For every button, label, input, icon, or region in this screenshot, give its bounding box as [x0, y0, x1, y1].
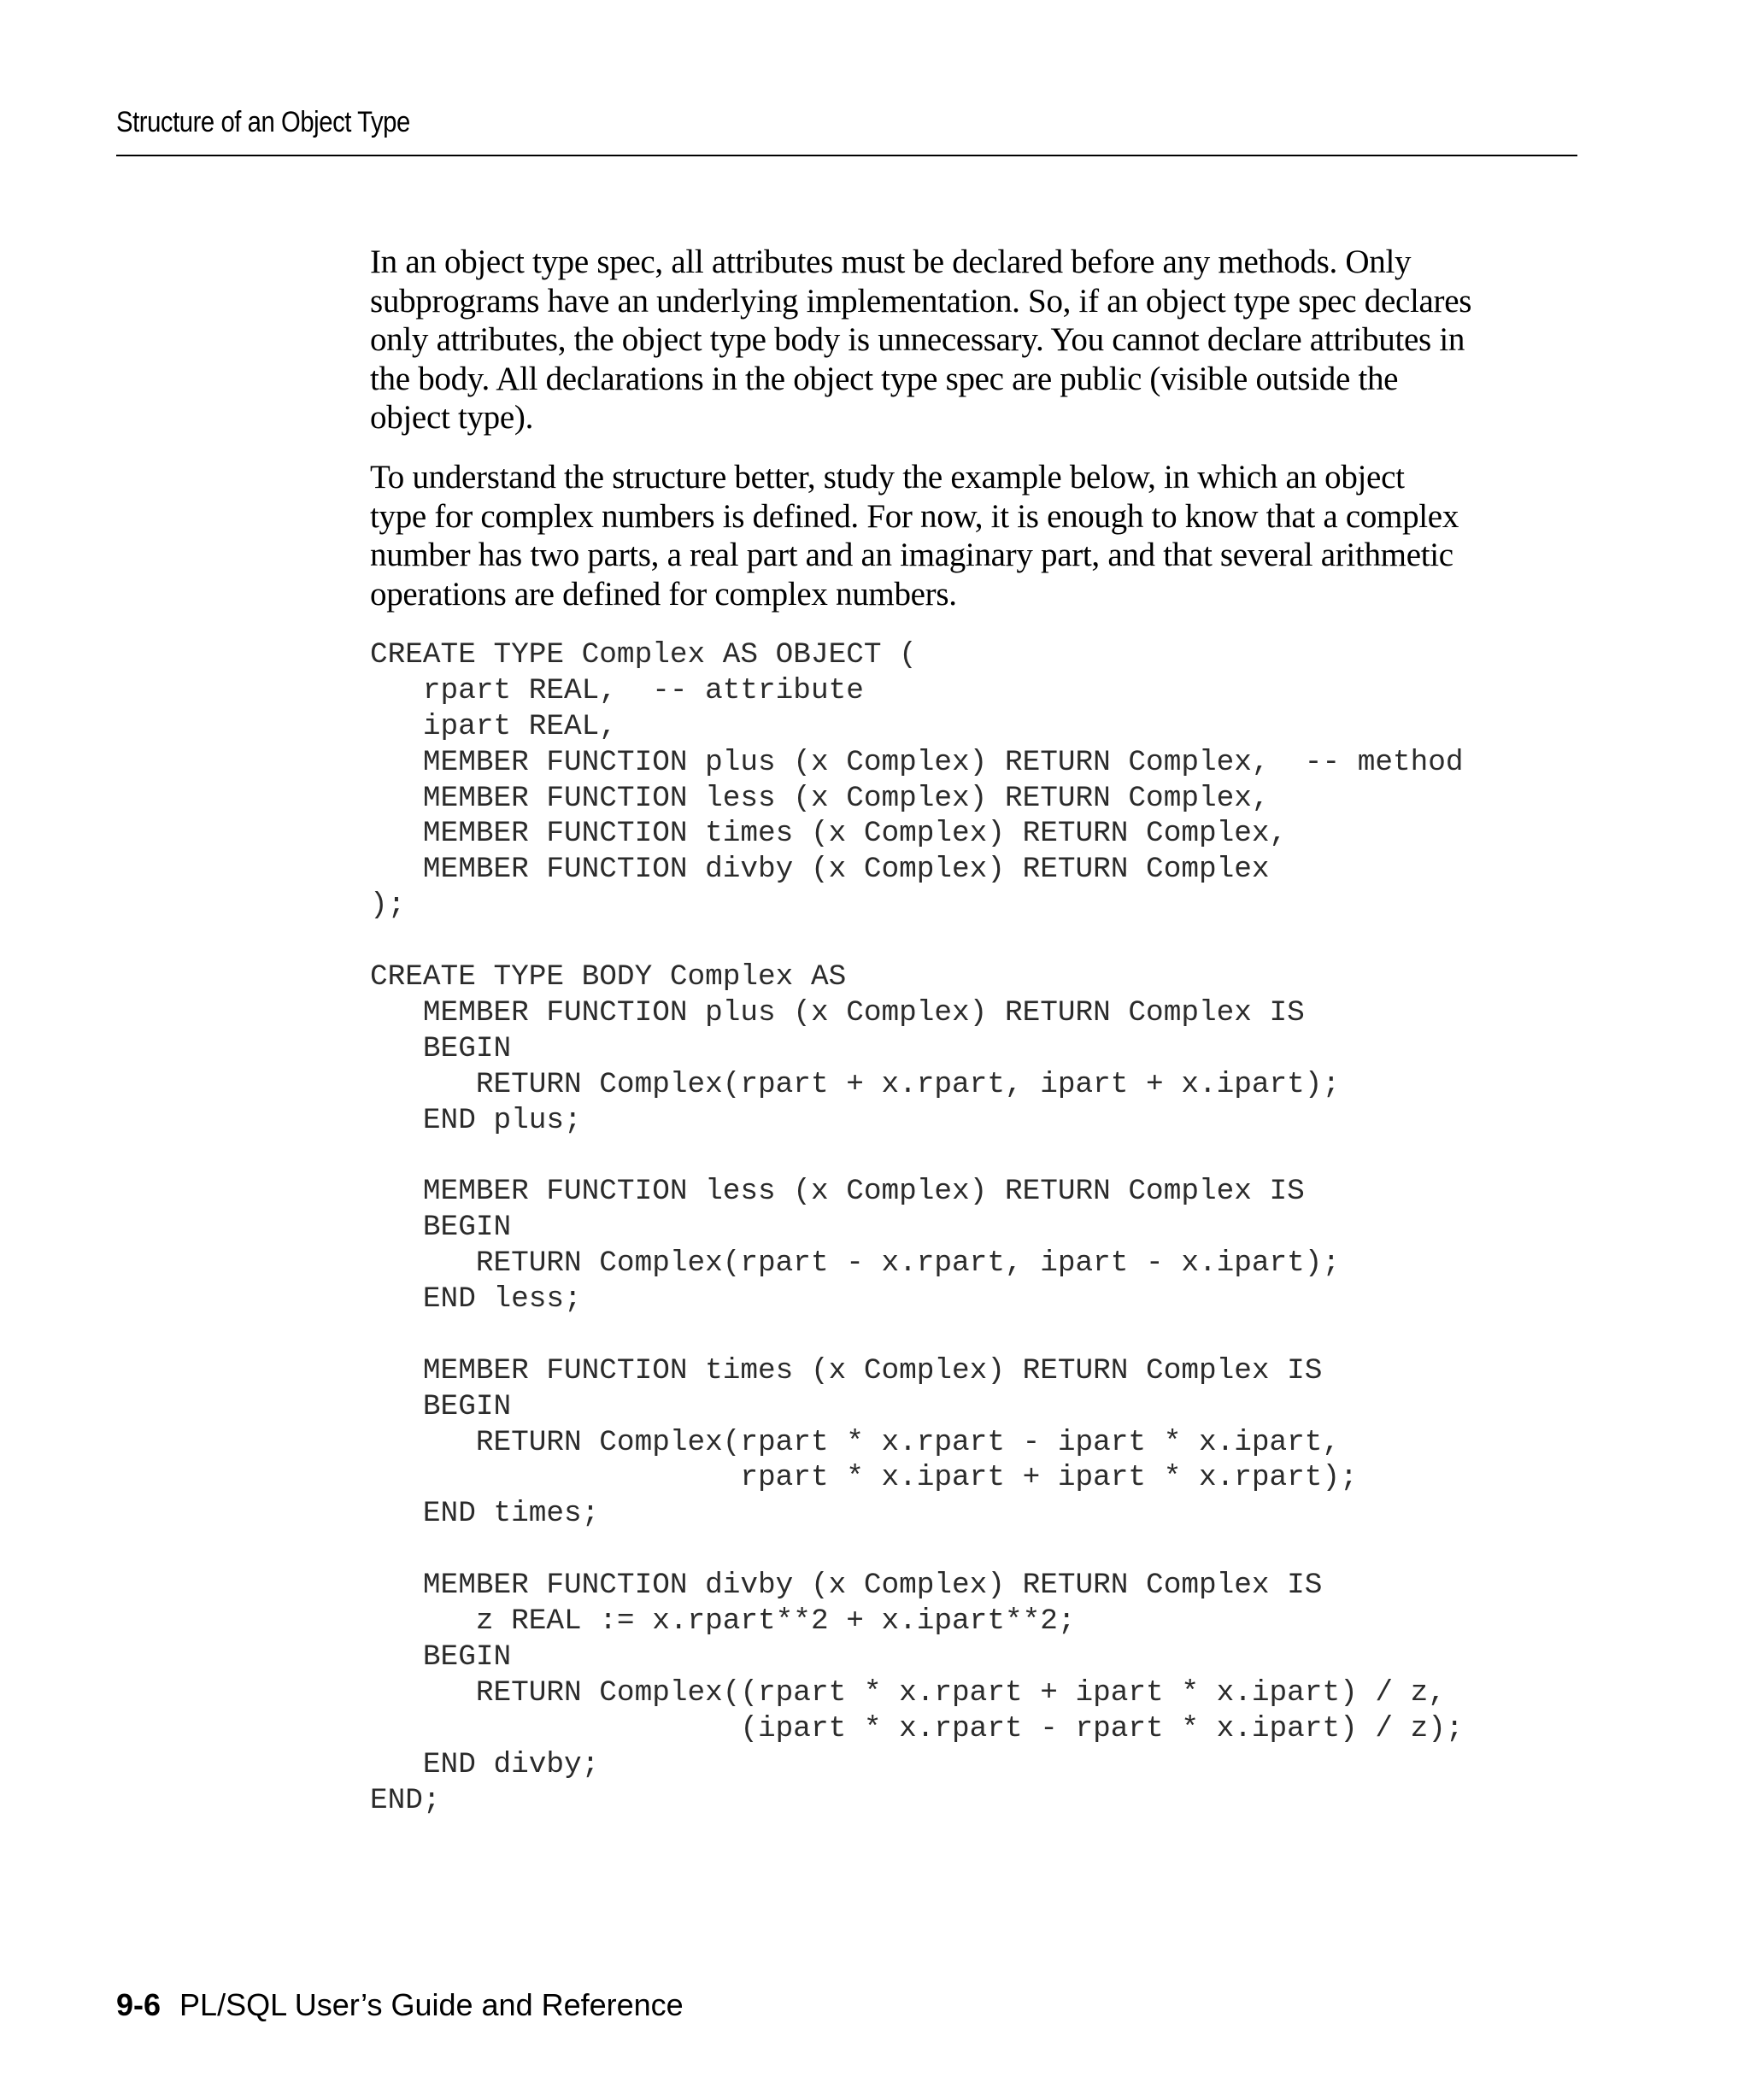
code-line: CREATE TYPE Complex AS OBJECT ( [370, 638, 917, 672]
code-line: RETURN Complex(rpart - x.rpart, ipart - x.ipart); [370, 1247, 1341, 1281]
code-line: BEGIN [370, 1640, 512, 1674]
code-line [370, 1317, 1464, 1353]
code-line: END plus; [370, 1103, 582, 1137]
code-line: RETURN Complex(rpart + x.rpart, ipart + x.ipart); [370, 1067, 1341, 1101]
code-example [370, 637, 1464, 1818]
code-line: CREATE TYPE BODY Complex AS [370, 960, 847, 994]
code-line: MEMBER FUNCTION plus (x Complex) RETURN Complex IS [370, 995, 1305, 1029]
paragraph-line: In an object type spec, all attributes must be declared before any methods. Only [370, 243, 1412, 280]
code-line: ipart REAL, [370, 709, 617, 743]
running-header: Structure of an Object Type [116, 106, 410, 138]
code-line: END divby; [370, 1747, 600, 1781]
paragraph-attributes [370, 243, 1583, 437]
paragraph-line: number has two parts, a real part and an imaginary part, and that several arithmetic [370, 537, 1453, 573]
code-line [370, 1138, 1464, 1174]
header-rule [116, 155, 1577, 156]
page-number: 9-6 [116, 1987, 161, 2022]
code-line: rpart REAL, -- attribute [370, 673, 864, 707]
page-footer [116, 1987, 684, 2023]
code-line: END times; [370, 1497, 600, 1531]
paragraph-line: subprograms have an underlying implementation. So, if an object type spec declares [370, 282, 1472, 320]
code-line: MEMBER FUNCTION plus (x Complex) RETURN Complex, -- method [370, 745, 1464, 779]
code-line: (ipart * x.rpart - rpart * x.ipart) / z); [370, 1711, 1464, 1745]
code-line: MEMBER FUNCTION times (x Complex) RETURN Complex IS [370, 1353, 1323, 1387]
paragraph-line: the body. All declarations in the object type spec are public (visible outside the [370, 360, 1399, 397]
code-line: MEMBER FUNCTION divby (x Complex) RETURN Complex IS [370, 1569, 1323, 1603]
code-line: z REAL := x.rpart**2 + x.ipart**2; [370, 1604, 1076, 1639]
code-line: BEGIN [370, 1211, 512, 1245]
code-line: MEMBER FUNCTION less (x Complex) RETURN Complex, [370, 781, 1270, 815]
code-line: END; [370, 1783, 441, 1817]
code-line: BEGIN [370, 1389, 512, 1423]
code-line: rpart * x.ipart + ipart * x.rpart); [370, 1461, 1358, 1495]
paragraph-example-intro [370, 458, 1583, 613]
paragraph-line: operations are defined for complex numbers. [370, 575, 957, 613]
code-line: ); [370, 889, 406, 923]
paragraph-line: object type). [370, 399, 534, 436]
paragraph-line: To understand the structure better, study the example below, in which an object [370, 459, 1405, 496]
code-line: RETURN Complex(rpart * x.rpart - ipart * x.ipart, [370, 1425, 1341, 1459]
code-line: RETURN Complex((rpart * x.rpart + ipart * x.ipart) / z, [370, 1675, 1446, 1710]
paragraph-line: type for complex numbers is defined. For now, it is enough to know that a complex [370, 497, 1459, 535]
code-line: BEGIN [370, 1031, 512, 1065]
code-line [370, 924, 1464, 959]
code-line: MEMBER FUNCTION divby (x Complex) RETURN Complex [370, 853, 1270, 887]
code-line: MEMBER FUNCTION times (x Complex) RETURN Complex, [370, 817, 1288, 851]
code-line: END less; [370, 1282, 582, 1317]
code-line: MEMBER FUNCTION less (x Complex) RETURN Complex IS [370, 1175, 1305, 1209]
book-title: PL/SQL User’s Guide and Reference [179, 1987, 684, 2022]
code-line [370, 1532, 1464, 1568]
paragraph-line: only attributes, the object type body is unnecessary. You cannot declare attributes in [370, 321, 1465, 358]
